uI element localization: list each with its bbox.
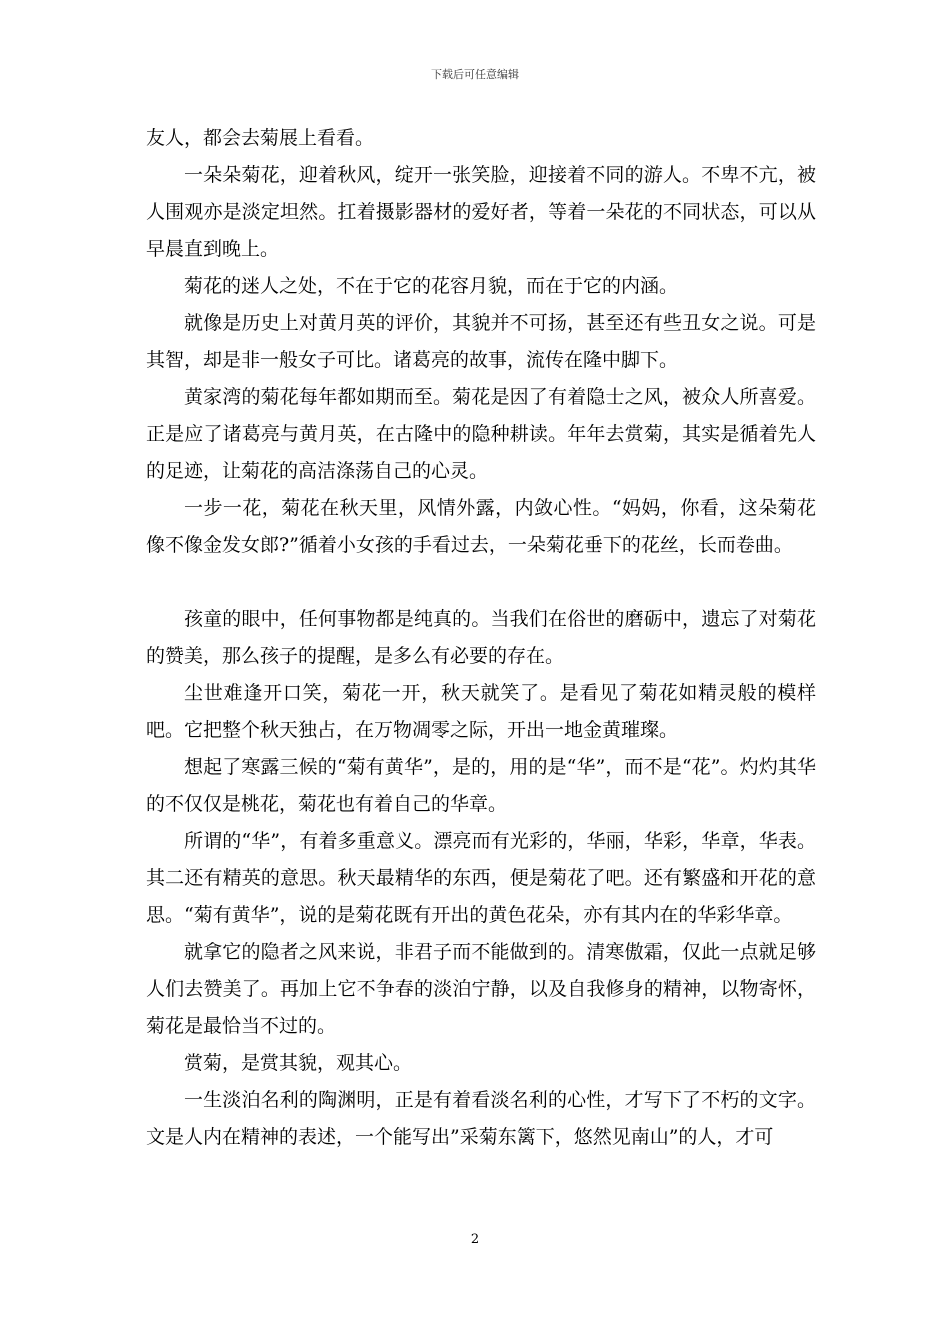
paragraph: 尘世难逢开口笑，菊花一开，秋天就笑了。是看见了菊花如精灵般的模样吧。它把整个秋天独占，在万物凋零之际，开出一地金黄璀璨。 (146, 682, 816, 741)
document-body (146, 120, 816, 1156)
paragraph: 一生淡泊名利的陶渊明，正是有着看淡名利的心性，才写下了不朽的文字。文是人内在精神的表述，一个能写出”采菊东篱下，悠然见南山”的人，才可 (146, 1089, 816, 1148)
paragraph: 孩童的眼中，任何事物都是纯真的。当我们在俗世的磨砺中，遗忘了对菊花的赞美，那么孩子的提醒，是多么有必要的存在。 (146, 608, 816, 667)
paragraph: 想起了寒露三候的“菊有黄华”，是的，用的是“华”，而不是“花”。灼灼其华的不仅仅是桃花，菊花也有着自己的华章。 (146, 756, 816, 815)
paragraph: 赏菊，是赏其貌，观其心。 (184, 1052, 413, 1074)
paragraph: 就像是历史上对黄月英的评价，其貌并不可扬，甚至还有些丑女之说。可是其智，却是非一般女子可比。诸葛亮的故事，流传在隆中脚下。 (146, 312, 816, 371)
paragraph: 一步一花，菊花在秋天里，风情外露，内敛心性。“妈妈，你看，这朵菊花像不像金发女郎?”循着小女孩的手看过去，一朵菊花垂下的花丝，长而卷曲。 (146, 497, 816, 556)
paragraph: 黄家湾的菊花每年都如期而至。菊花是因了有着隐士之风，被众人所喜爱。正是应了诸葛亮与黄月英，在古隆中的隐种耕读。年年去赏菊，其实是循着先人的足迹，让菊花的高洁涤荡自己的心灵。 (146, 386, 816, 482)
page-header: 下载后可任意编辑 (431, 68, 519, 81)
paragraph-spacer (146, 564, 816, 601)
page-number: 2 (470, 1232, 480, 1247)
paragraph: 所谓的“华”，有着多重意义。漂亮而有光彩的，华丽，华彩，华章，华表。其二还有精英的意思。秋天最精华的东西，便是菊花了吧。还有繁盛和开花的意思。“菊有黄华”，说的是菊花既有开出的黄色花朵，亦有其内在的华彩华章。 (146, 830, 816, 926)
paragraph: 就拿它的隐者之风来说，非君子而不能做到的。清寒傲霜，仅此一点就足够人们去赞美了。再加上它不争春的淡泊宁静，以及自我修身的精神，以物寄怀，菊花是最恰当不过的。 (146, 941, 816, 1037)
paragraph: 菊花的迷人之处，不在于它的花容月貌，而在于它的内涵。 (184, 275, 679, 297)
paragraph: 一朵朵菊花，迎着秋风，绽开一张笑脸，迎接着不同的游人。不卑不亢，被人围观亦是淡定坦然。扛着摄影器材的爱好者，等着一朵花的不同状态，可以从早晨直到晚上。 (146, 164, 816, 260)
paragraph: 友人，都会去菊展上看看。 (146, 127, 375, 149)
